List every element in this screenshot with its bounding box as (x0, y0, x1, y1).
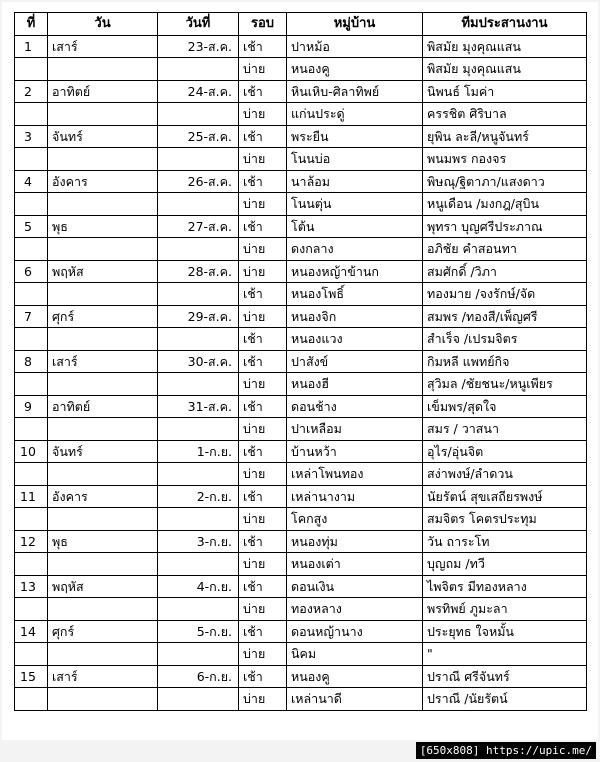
cell-num: 7 (15, 305, 48, 328)
cell-shift: บ่าย (239, 260, 287, 283)
cell-day (48, 373, 158, 396)
cell-num (15, 643, 48, 666)
cell-num (15, 688, 48, 711)
cell-num: 13 (15, 575, 48, 598)
cell-shift: บ่าย (239, 463, 287, 486)
table-row (15, 418, 587, 441)
cell-num: 5 (15, 215, 48, 238)
cell-shift: บ่าย (239, 103, 287, 126)
table-row (15, 283, 587, 306)
cell-date: 4-ก.ย. (158, 575, 239, 598)
cell-date (158, 328, 239, 351)
cell-village: โต้น (287, 215, 423, 238)
cell-shift: บ่าย (239, 598, 287, 621)
cell-team: ทองมาย /จงรักษ์/จัด (423, 283, 587, 306)
cell-day (48, 688, 158, 711)
cell-team: สำเร็จ /เปรมจิตร (423, 328, 587, 351)
cell-team: อุไร/อุ่นจิต (423, 440, 587, 463)
cell-village: เหล่านางาม (287, 485, 423, 508)
table-row (15, 350, 587, 373)
cell-date (158, 553, 239, 576)
cell-team: ประยุทธ ใจหมั้น (423, 620, 587, 643)
cell-day: จันทร์ (48, 125, 158, 148)
cell-shift: บ่าย (239, 688, 287, 711)
cell-date (158, 373, 239, 396)
cell-village: ดอนหญ้านาง (287, 620, 423, 643)
table-row (15, 553, 587, 576)
cell-date (158, 418, 239, 441)
cell-num: 1 (15, 35, 48, 58)
schedule-body (15, 35, 587, 710)
cell-team: หนูเดือน /มงกฎ/สุบิน (423, 193, 587, 216)
cell-day: เสาร์ (48, 350, 158, 373)
cell-team: บุญถม /ทวี (423, 553, 587, 576)
table-row (15, 80, 587, 103)
cell-day (48, 58, 158, 81)
cell-shift: เช้า (239, 170, 287, 193)
cell-shift: เช้า (239, 35, 287, 58)
cell-shift: บ่าย (239, 418, 287, 441)
cell-date (158, 238, 239, 261)
cell-num: 12 (15, 530, 48, 553)
cell-num (15, 238, 48, 261)
cell-village: บ้านหว้า (287, 440, 423, 463)
table-row (15, 193, 587, 216)
table-row (15, 508, 587, 531)
cell-village: เหล่าโพนทอง (287, 463, 423, 486)
cell-team: อภิชัย คำสอนทา (423, 238, 587, 261)
cell-day: พุธ (48, 215, 158, 238)
cell-day: อาทิตย์ (48, 80, 158, 103)
cell-date: 31-ส.ค. (158, 395, 239, 418)
cell-num (15, 193, 48, 216)
cell-team: ยุพิน ละลี/หนูจันทร์ (423, 125, 587, 148)
cell-village: ดอนช้าง (287, 395, 423, 418)
header-day: วัน (48, 13, 158, 36)
cell-num (15, 598, 48, 621)
table-row (15, 575, 587, 598)
cell-date: 23-ส.ค. (158, 35, 239, 58)
table-row (15, 665, 587, 688)
cell-date: 1-ก.ย. (158, 440, 239, 463)
cell-num: 8 (15, 350, 48, 373)
cell-village: หนองเต่า (287, 553, 423, 576)
cell-date (158, 148, 239, 171)
cell-num (15, 148, 48, 171)
cell-shift: บ่าย (239, 643, 287, 666)
cell-date (158, 688, 239, 711)
cell-team: ปราณี ศรีจันทร์ (423, 665, 587, 688)
cell-team: เข็มพร/สุดใจ (423, 395, 587, 418)
table-row (15, 395, 587, 418)
table-row (15, 260, 587, 283)
table-row (15, 688, 587, 711)
cell-num (15, 553, 48, 576)
cell-village: หนองโพธิ์ (287, 283, 423, 306)
table-row (15, 440, 587, 463)
table-row (15, 643, 587, 666)
table-row (15, 620, 587, 643)
cell-day (48, 643, 158, 666)
cell-shift: เช้า (239, 485, 287, 508)
cell-shift: เช้า (239, 328, 287, 351)
table-row (15, 305, 587, 328)
cell-shift: เช้า (239, 665, 287, 688)
table-row (15, 148, 587, 171)
cell-team: สมศักดิ์ /วิภา (423, 260, 587, 283)
cell-day (48, 508, 158, 531)
cell-num (15, 373, 48, 396)
cell-shift: เช้า (239, 575, 287, 598)
cell-day: อังคาร (48, 485, 158, 508)
table-row (15, 58, 587, 81)
cell-num (15, 328, 48, 351)
cell-village: ปาเหลือม (287, 418, 423, 441)
cell-date (158, 283, 239, 306)
cell-shift: เช้า (239, 215, 287, 238)
cell-shift: บ่าย (239, 508, 287, 531)
cell-shift: บ่าย (239, 373, 287, 396)
cell-village: หินเหิบ-ศิลาทิพย์ (287, 80, 423, 103)
cell-village: เหล่านาดี (287, 688, 423, 711)
cell-team: สมพร /ทองสี/เพ็ญศรี (423, 305, 587, 328)
cell-village: แก่นประดู่ (287, 103, 423, 126)
cell-date (158, 463, 239, 486)
cell-team: พิสมัย มุงคุณแสน (423, 35, 587, 58)
header-num: ที่ (15, 13, 48, 36)
cell-village: โนนบ่อ (287, 148, 423, 171)
cell-team: พิสมัย มุงคุณแสน (423, 58, 587, 81)
cell-village: หนองคู (287, 58, 423, 81)
cell-day: ศุกร์ (48, 305, 158, 328)
cell-date: 25-ส.ค. (158, 125, 239, 148)
document-frame (2, 2, 598, 740)
cell-day (48, 598, 158, 621)
cell-shift: เช้า (239, 620, 287, 643)
table-row (15, 328, 587, 351)
cell-day: เสาร์ (48, 35, 158, 58)
table-row (15, 103, 587, 126)
cell-team: สมร / วาสนา (423, 418, 587, 441)
cell-shift: บ่าย (239, 58, 287, 81)
cell-num (15, 463, 48, 486)
schedule-table (14, 12, 587, 711)
cell-num: 15 (15, 665, 48, 688)
cell-day: ศุกร์ (48, 620, 158, 643)
cell-village: หนองคู (287, 665, 423, 688)
table-row (15, 373, 587, 396)
cell-shift: บ่าย (239, 193, 287, 216)
cell-day: พุธ (48, 530, 158, 553)
cell-shift: เช้า (239, 80, 287, 103)
cell-num (15, 508, 48, 531)
cell-team: สง่าพงษ์/ลำดวน (423, 463, 587, 486)
cell-day (48, 418, 158, 441)
cell-day (48, 238, 158, 261)
watermark-label: [650x808] https://upic.me/ (416, 742, 596, 759)
cell-day: เสาร์ (48, 665, 158, 688)
cell-date (158, 643, 239, 666)
cell-team: ปราณี /นัยรัตน์ (423, 688, 587, 711)
header-village: หมู่บ้าน (287, 13, 423, 36)
header-date: วันที่ (158, 13, 239, 36)
cell-day (48, 463, 158, 486)
table-row (15, 485, 587, 508)
cell-num (15, 283, 48, 306)
cell-village: โนนตุ่น (287, 193, 423, 216)
cell-day (48, 103, 158, 126)
cell-date (158, 508, 239, 531)
cell-village: หนองฮี (287, 373, 423, 396)
cell-shift: เช้า (239, 440, 287, 463)
cell-shift: บ่าย (239, 148, 287, 171)
cell-team: วัน ถาระโท (423, 530, 587, 553)
cell-shift: เช้า (239, 125, 287, 148)
cell-date (158, 103, 239, 126)
cell-team: สุวิมล /ชัยชนะ/หนูเพียร (423, 373, 587, 396)
cell-day (48, 148, 158, 171)
cell-shift: เช้า (239, 283, 287, 306)
table-row (15, 215, 587, 238)
cell-day (48, 283, 158, 306)
cell-team: กิมหลี แพทย์กิจ (423, 350, 587, 373)
table-row (15, 125, 587, 148)
cell-date: 26-ส.ค. (158, 170, 239, 193)
cell-day (48, 328, 158, 351)
cell-shift: บ่าย (239, 238, 287, 261)
cell-day (48, 193, 158, 216)
cell-num: 14 (15, 620, 48, 643)
cell-date (158, 598, 239, 621)
cell-date: 2-ก.ย. (158, 485, 239, 508)
cell-village: พระยืน (287, 125, 423, 148)
table-row (15, 463, 587, 486)
cell-village: หนองแวง (287, 328, 423, 351)
cell-shift: บ่าย (239, 553, 287, 576)
cell-num: 3 (15, 125, 48, 148)
cell-team: พุทรา บุญศรีประภาณ (423, 215, 587, 238)
cell-num (15, 418, 48, 441)
table-row (15, 170, 587, 193)
cell-day: พฤหัส (48, 260, 158, 283)
cell-date: 6-ก.ย. (158, 665, 239, 688)
cell-village: ทองหลาง (287, 598, 423, 621)
cell-num: 2 (15, 80, 48, 103)
cell-team: พนมพร กองจร (423, 148, 587, 171)
cell-team: นิพนธ์ โมค่า (423, 80, 587, 103)
cell-num (15, 58, 48, 81)
cell-team: นัยรัตน์ สุขเสถียรพงษ์ (423, 485, 587, 508)
cell-team: พิษณุ/ฐิตาภา/แสงดาว (423, 170, 587, 193)
table-row (15, 598, 587, 621)
cell-day (48, 553, 158, 576)
cell-date (158, 193, 239, 216)
cell-shift: เช้า (239, 530, 287, 553)
cell-team: พรทิพย์ ภูมะลา (423, 598, 587, 621)
cell-date: 27-ส.ค. (158, 215, 239, 238)
cell-team: ครรชิต ศิริบาล (423, 103, 587, 126)
cell-team: สมจิตร โคตรประทุม (423, 508, 587, 531)
cell-date (158, 58, 239, 81)
cell-num: 9 (15, 395, 48, 418)
table-row (15, 238, 587, 261)
cell-village: ปาสังข์ (287, 350, 423, 373)
cell-shift: เช้า (239, 395, 287, 418)
cell-shift: เช้า (239, 350, 287, 373)
header-team: ทีมประสานงาน (423, 13, 587, 36)
cell-num: 4 (15, 170, 48, 193)
cell-village: หนองหญ้าข้านก (287, 260, 423, 283)
cell-shift: บ่าย (239, 305, 287, 328)
table-row (15, 530, 587, 553)
cell-day: จันทร์ (48, 440, 158, 463)
cell-team: " (423, 643, 587, 666)
cell-date: 3-ก.ย. (158, 530, 239, 553)
cell-team: ไพจิตร มีทองหลาง (423, 575, 587, 598)
cell-village: หนองจิก (287, 305, 423, 328)
table-row (15, 35, 587, 58)
cell-day: พฤหัส (48, 575, 158, 598)
cell-num (15, 103, 48, 126)
header-shift: รอบ (239, 13, 287, 36)
header-row (15, 13, 587, 36)
cell-date: 29-ส.ค. (158, 305, 239, 328)
cell-day: อาทิตย์ (48, 395, 158, 418)
cell-village: นิคม (287, 643, 423, 666)
cell-village: นาล้อม (287, 170, 423, 193)
cell-num: 10 (15, 440, 48, 463)
cell-day: อังคาร (48, 170, 158, 193)
cell-village: หนองทุ่ม (287, 530, 423, 553)
cell-date: 28-ส.ค. (158, 260, 239, 283)
cell-date: 24-ส.ค. (158, 80, 239, 103)
cell-village: ดงกลาง (287, 238, 423, 261)
cell-date: 30-ส.ค. (158, 350, 239, 373)
cell-village: โคกสูง (287, 508, 423, 531)
cell-village: ดอนเงิน (287, 575, 423, 598)
cell-num: 6 (15, 260, 48, 283)
cell-num: 11 (15, 485, 48, 508)
cell-date: 5-ก.ย. (158, 620, 239, 643)
cell-village: ปาหม้อ (287, 35, 423, 58)
